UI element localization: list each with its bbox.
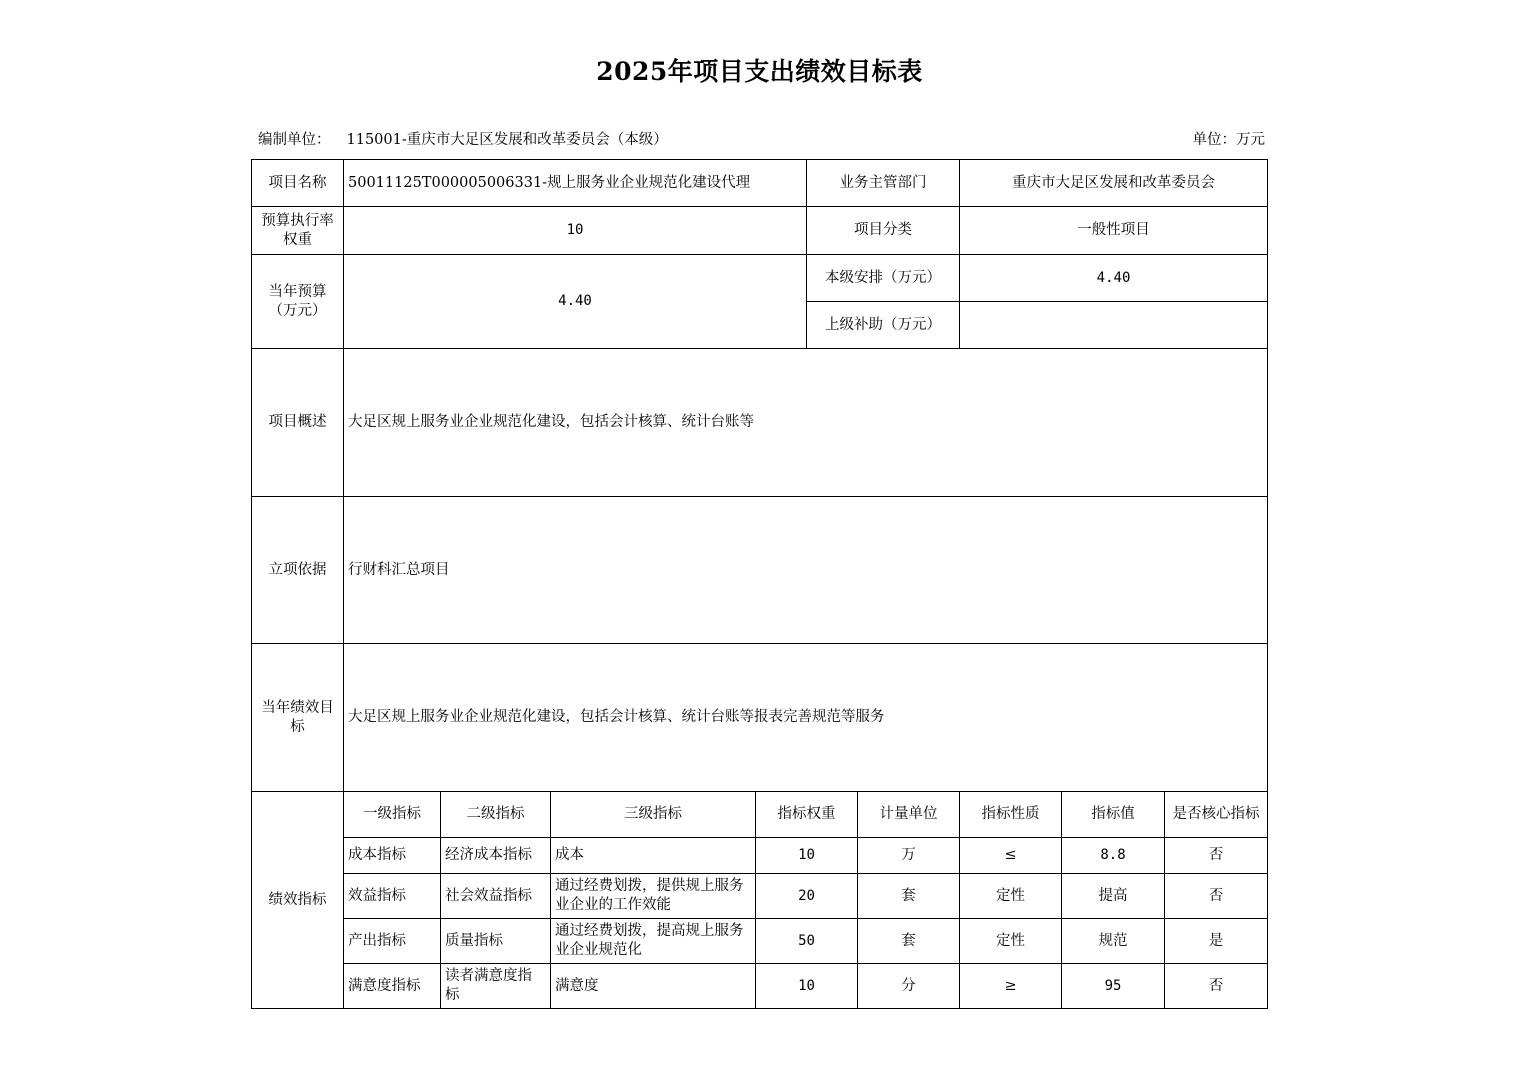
cell-level1: 产出指标 [344,919,441,964]
cell-core: 是 [1165,919,1268,964]
cell-core: 否 [1165,874,1268,919]
cell-weight: 20 [756,874,858,919]
row-project-name [252,160,1268,207]
row-overview [252,349,1268,497]
cell-level1: 成本指标 [344,838,441,874]
indicator-header-row [252,792,1268,838]
value-dept: 重庆市大足区发展和改革委员会 [960,160,1268,207]
row-local-budget [252,255,1268,302]
cell-level1: 效益指标 [344,874,441,919]
cell-unit: 套 [858,874,960,919]
value-category: 一般性项目 [960,207,1268,255]
cell-level2: 质量指标 [441,919,551,964]
cell-level2: 经济成本指标 [441,838,551,874]
cell-level3: 成本 [551,838,756,874]
label-budget-weight: 预算执行率权重 [252,207,344,255]
label-category: 项目分类 [807,207,960,255]
cell-value: 提高 [1062,874,1165,919]
label-dept: 业务主管部门 [807,160,960,207]
header-weight: 指标权重 [756,792,858,838]
cell-core: 否 [1165,838,1268,874]
label-indicators: 绩效指标 [252,792,344,1009]
cell-weight: 10 [756,964,858,1009]
value-budget-weight: 10 [344,207,807,255]
indicator-row [252,964,1268,1009]
header-value: 指标值 [1062,792,1165,838]
value-local: 4.40 [960,255,1268,302]
cell-nature: ≥ [960,964,1062,1009]
label-target: 当年绩效目标 [252,644,344,792]
label-overview: 项目概述 [252,349,344,497]
cell-unit: 分 [858,964,960,1009]
currency-unit: 单位：万元 [1192,132,1265,148]
cell-unit: 万 [858,838,960,874]
cell-level3: 满意度 [551,964,756,1009]
value-basis: 行财科汇总项目 [344,497,1268,644]
cell-unit: 套 [858,919,960,964]
cell-level3: 通过经费划拨，提高规上服务业企业规范化 [551,919,756,964]
cell-weight: 50 [756,919,858,964]
cell-level2: 读者满意度指标 [441,964,551,1009]
cell-weight: 10 [756,838,858,874]
label-local: 本级安排（万元） [807,255,960,302]
header-unit: 计量单位 [858,792,960,838]
cell-value: 规范 [1062,919,1165,964]
cell-level3: 通过经费划拨，提供规上服务业企业的工作效能 [551,874,756,919]
cell-nature: 定性 [960,919,1062,964]
value-annual-budget: 4.40 [344,255,807,349]
compiling-unit-value: 115001-重庆市大足区发展和改革委员会（本级） [346,132,668,148]
indicator-row [252,838,1268,874]
cell-level1: 满意度指标 [344,964,441,1009]
label-basis: 立项依据 [252,497,344,644]
cell-core: 否 [1165,964,1268,1009]
cell-value: 95 [1062,964,1165,1009]
row-basis [252,497,1268,644]
label-annual-budget: 当年预算（万元） [252,255,344,349]
header-level2: 二级指标 [441,792,551,838]
header-level3: 三级指标 [551,792,756,838]
header-nature: 指标性质 [960,792,1062,838]
header-level1: 一级指标 [344,792,441,838]
cell-value: 8.8 [1062,838,1165,874]
cell-level2: 社会效益指标 [441,874,551,919]
value-upper [960,302,1268,349]
value-target: 大足区规上服务业企业规范化建设，包括会计核算、统计台账等报表完善规范等服务 [344,644,1268,792]
page-title: 2025年项目支出绩效目标表 [596,57,923,86]
value-overview: 大足区规上服务业企业规范化建设，包括会计核算、统计台账等 [344,349,1268,497]
row-target [252,644,1268,792]
cell-nature: ≤ [960,838,1062,874]
header-core: 是否核心指标 [1165,792,1268,838]
row-budget-weight [252,207,1268,255]
value-project-name: 50011125T000005006331-规上服务业企业规范化建设代理 [344,160,807,207]
cell-nature: 定性 [960,874,1062,919]
compiling-unit-label: 编制单位： [258,132,331,148]
compiling-unit [258,128,668,149]
performance-table [251,159,1268,1009]
indicator-row [252,919,1268,964]
label-upper: 上级补助（万元） [807,302,960,349]
indicator-row [252,874,1268,919]
label-project-name: 项目名称 [252,160,344,207]
